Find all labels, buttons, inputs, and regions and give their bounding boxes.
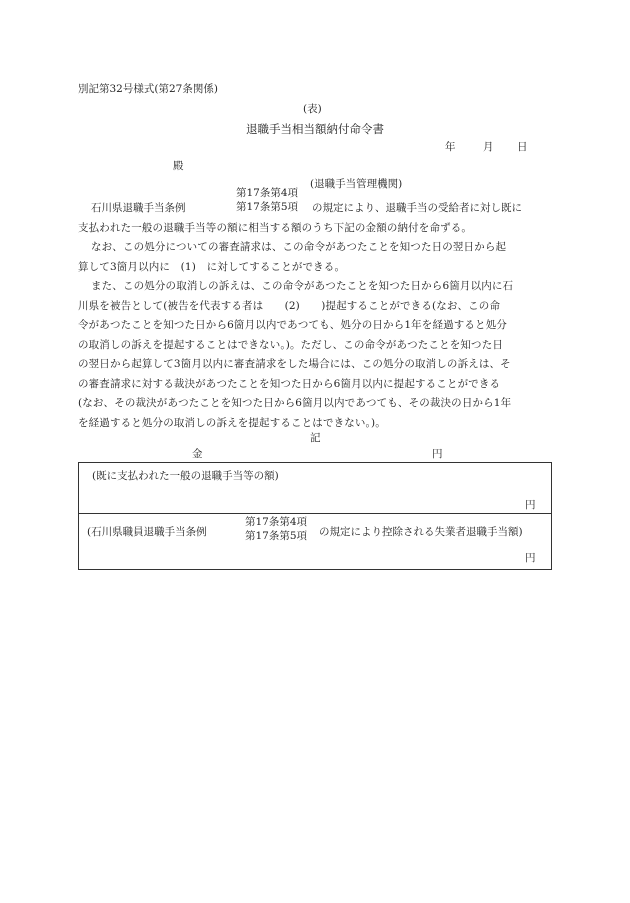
- side-label: (表): [303, 103, 322, 115]
- document-title: 退職手当相当額納付命令書: [246, 122, 384, 136]
- p3-line5: の翌日から起算して3箇月以内に審査請求をした場合には、この処分の取消しの訴えは、そ: [78, 358, 511, 370]
- issuer-label: (退職手当管理機関): [310, 178, 403, 190]
- form-number-label: 別記第32号様式(第27条関係): [78, 83, 218, 95]
- p3-line3: 令があつたことを知つた日から6箇月以内であつても、処分の日から1年を経過すると処分: [78, 319, 508, 331]
- addressee-suffix: 殿: [173, 160, 184, 172]
- row2-suffix: の規定により控除される失業者退職手当額): [319, 526, 523, 538]
- date-year-label: 年: [445, 141, 456, 153]
- p2-line1: なお、この処分についての審査請求は、この命令があつたことを知つた日の翌日から起: [91, 241, 507, 253]
- p3-line2: 川県を被告として(被告を代表する者は (2) )提起することができる(なお、この命: [78, 300, 501, 312]
- amount-unit: 円: [432, 448, 443, 460]
- p1-clause-a: 第17条第4項: [235, 187, 299, 199]
- row2-clause-stack: [237, 515, 315, 543]
- p3-line6: の審査請求に対する裁決があつたことを知つた日から6箇月以内に提起することができる: [78, 378, 501, 390]
- p2-line2: 算して3箇月以内に (1) に対してすることができる。: [78, 261, 346, 273]
- p3-line7: (なお、その裁決があつたことを知つた日から6箇月以内であつても、その裁決の日から1年: [78, 397, 512, 409]
- row2-clause-a: 第17条第4項: [244, 516, 308, 528]
- amount-label: 金: [192, 448, 203, 460]
- date-month-label: 月: [483, 141, 494, 153]
- row2-clause-b: 第17条第5項: [244, 530, 308, 542]
- row2-prefix: (石川県職員退職手当条例: [87, 526, 207, 538]
- p1-clause-b: 第17条第5項: [235, 201, 299, 213]
- amount-table: [78, 462, 552, 570]
- p1-clause-stack: [228, 186, 306, 214]
- date-day-label: 日: [517, 141, 528, 153]
- p1-suffix: の規定により、退職手当の受給者に対し既に: [312, 202, 522, 214]
- record-heading: 記: [310, 432, 321, 444]
- p3-line1: また、この処分の取消しの訴えは、この命令があつたことを知つた日から6箇月以内に石: [91, 280, 514, 292]
- p3-line8: を経過すると処分の取消しの訴えを提起することはできない。)。: [78, 417, 386, 429]
- table-row-divider: [79, 513, 551, 514]
- row1-label: (既に支払われた一般の退職手当等の額): [92, 470, 279, 482]
- p3-line4: の取消しの訴えを提起することはできない。)。ただし、この命令があつたことを知つた日: [78, 339, 503, 351]
- p1-line2: 支払われた一般の退職手当等の額に相当する額のうち下記の金額の納付を命ずる。: [78, 222, 473, 234]
- row1-unit: 円: [525, 499, 536, 511]
- row2-unit: 円: [525, 552, 536, 564]
- p1-prefix: 石川県退職手当条例: [91, 202, 186, 214]
